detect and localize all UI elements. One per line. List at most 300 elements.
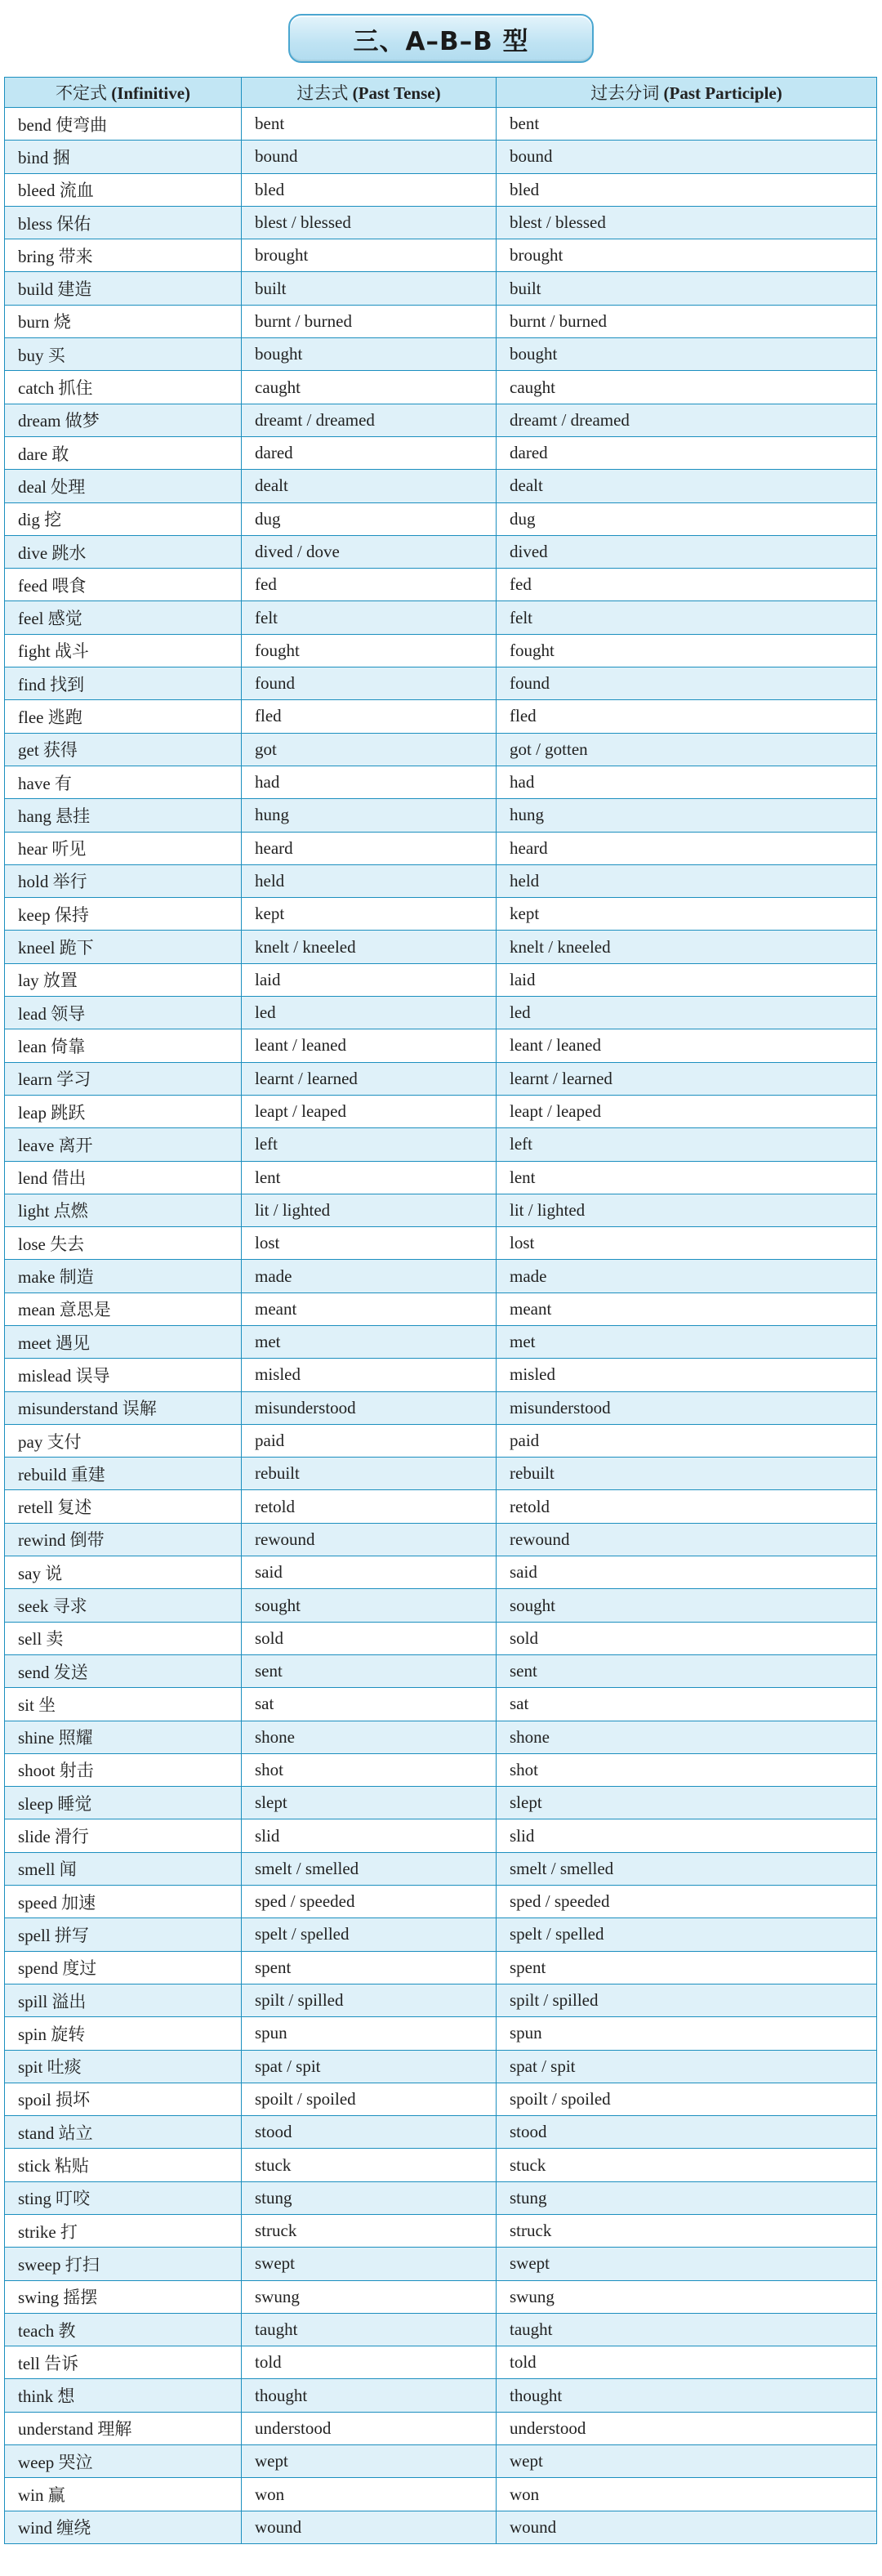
cell-past-tense: smelt / smelled [242,1852,497,1885]
table-row [5,733,877,766]
cell-infinitive: strike 打 [5,2215,242,2248]
table-row [5,700,877,733]
cell-infinitive: feel 感觉 [5,601,242,634]
cell-past-participle: spun [497,2017,877,2050]
table-row [5,1458,877,1490]
cell-past-tense: leapt / leaped [242,1095,497,1127]
cell-past-tense: shot [242,1753,497,1786]
cell-past-participle: stung [497,2181,877,2214]
cell-past-tense: brought [242,239,497,272]
cell-infinitive: make 制造 [5,1260,242,1292]
cell-infinitive: kneel 跪下 [5,931,242,963]
cell-past-participle: heard [497,832,877,864]
cell-past-tense: blest / blessed [242,206,497,239]
cell-infinitive: wind 缠绕 [5,2511,242,2543]
cell-infinitive: dig 挖 [5,502,242,535]
table-row [5,239,877,272]
table-row [5,141,877,173]
table-row [5,173,877,206]
cell-past-tense: lost [242,1227,497,1260]
cell-past-tense: dived / dove [242,535,497,568]
cell-past-participle: hung [497,799,877,832]
table-row [5,502,877,535]
cell-infinitive: dream 做梦 [5,404,242,436]
cell-past-tense: bent [242,108,497,141]
cell-past-tense: got [242,733,497,766]
cell-infinitive: sting 叮咬 [5,2181,242,2214]
cell-past-participle: wept [497,2445,877,2478]
table-row [5,1984,877,2016]
header-past-participle: 过去分词 (Past Participle) [497,78,877,108]
cell-infinitive: stand 站立 [5,2116,242,2149]
table-row [5,1886,877,1918]
cell-past-tense: stung [242,2181,497,2214]
cell-infinitive: spin 旋转 [5,2017,242,2050]
cell-past-participle: caught [497,371,877,404]
cell-infinitive: find 找到 [5,667,242,700]
cell-past-participle: brought [497,239,877,272]
cell-infinitive: dare 敢 [5,436,242,469]
cell-past-participle: dealt [497,470,877,502]
table-row [5,338,877,371]
cell-infinitive: leap 跳跃 [5,1095,242,1127]
cell-past-tense: stood [242,2116,497,2149]
cell-infinitive: misunderstand 误解 [5,1391,242,1424]
cell-past-participle: made [497,1260,877,1292]
table-row [5,634,877,667]
cell-past-tense: hung [242,799,497,832]
cell-past-participle: bought [497,338,877,371]
cell-past-tense: misunderstood [242,1391,497,1424]
cell-infinitive: smell 闻 [5,1852,242,1885]
cell-past-tense: dreamt / dreamed [242,404,497,436]
table-row [5,1260,877,1292]
table-row [5,2116,877,2149]
cell-past-participle: found [497,667,877,700]
cell-past-participle: led [497,997,877,1029]
cell-infinitive: meet 遇见 [5,1325,242,1358]
cell-past-participle: paid [497,1424,877,1457]
table-row [5,1391,877,1424]
cell-past-tense: sold [242,1622,497,1654]
cell-past-participle: stuck [497,2149,877,2181]
cell-past-tense: heard [242,832,497,864]
cell-infinitive: shine 照耀 [5,1721,242,1753]
cell-infinitive: tell 告诉 [5,2346,242,2379]
cell-infinitive: keep 保持 [5,898,242,931]
cell-past-participle: leant / leaned [497,1029,877,1062]
cell-past-tense: met [242,1325,497,1358]
cell-past-participle: sold [497,1622,877,1654]
cell-past-participle: leapt / leaped [497,1095,877,1127]
cell-infinitive: get 获得 [5,733,242,766]
cell-past-participle: rewound [497,1523,877,1556]
cell-past-tense: slid [242,1819,497,1852]
cell-past-participle: spilt / spilled [497,1984,877,2016]
cell-past-tense: had [242,766,497,798]
cell-past-tense: taught [242,2313,497,2346]
cell-past-participle: laid [497,963,877,996]
cell-past-participle: sent [497,1654,877,1687]
cell-past-tense: spun [242,2017,497,2050]
table-row [5,1721,877,1753]
cell-past-tense: slept [242,1787,497,1819]
cell-infinitive: lend 借出 [5,1161,242,1194]
cell-past-participle: felt [497,601,877,634]
cell-past-tense: made [242,1260,497,1292]
cell-infinitive: catch 抓住 [5,371,242,404]
cell-past-participle: held [497,864,877,897]
cell-infinitive: lean 倚靠 [5,1029,242,1062]
cell-infinitive: bleed 流血 [5,173,242,206]
cell-past-tense: spoilt / spoiled [242,2083,497,2115]
cell-past-participle: met [497,1325,877,1358]
cell-past-participle: told [497,2346,877,2379]
cell-past-participle: misunderstood [497,1391,877,1424]
cell-infinitive: mean 意思是 [5,1292,242,1325]
cell-past-participle: fed [497,569,877,601]
cell-past-participle: smelt / smelled [497,1852,877,1885]
cell-past-participle: lent [497,1161,877,1194]
table-row [5,1062,877,1095]
cell-past-tense: caught [242,371,497,404]
table-row [5,997,877,1029]
cell-past-tense: fed [242,569,497,601]
cell-past-tense: paid [242,1424,497,1457]
cell-past-tense: stuck [242,2149,497,2181]
header-infinitive: 不定式 (Infinitive) [5,78,242,108]
table-row [5,2280,877,2313]
cell-infinitive: bless 保佑 [5,206,242,239]
cell-past-tense: felt [242,601,497,634]
table-row [5,108,877,141]
cell-past-tense: said [242,1556,497,1589]
cell-past-tense: struck [242,2215,497,2248]
cell-past-tense: understood [242,2412,497,2444]
cell-infinitive: weep 哭泣 [5,2445,242,2478]
cell-past-participle: meant [497,1292,877,1325]
cell-past-tense: dealt [242,470,497,502]
cell-infinitive: deal 处理 [5,470,242,502]
cell-infinitive: build 建造 [5,272,242,305]
cell-past-tense: led [242,997,497,1029]
cell-past-participle: fought [497,634,877,667]
cell-infinitive: dive 跳水 [5,535,242,568]
cell-past-participle: struck [497,2215,877,2248]
table-row [5,1194,877,1226]
cell-past-participle: stood [497,2116,877,2149]
cell-past-tense: fought [242,634,497,667]
cell-infinitive: light 点燃 [5,1194,242,1226]
cell-past-tense: shone [242,1721,497,1753]
table-row [5,2379,877,2412]
cell-past-participle: dared [497,436,877,469]
cell-past-tense: meant [242,1292,497,1325]
cell-infinitive: rewind 倒带 [5,1523,242,1556]
table-row [5,2346,877,2379]
cell-past-tense: learnt / learned [242,1062,497,1095]
cell-past-participle: dived [497,535,877,568]
irregular-verb-table [4,77,877,2544]
cell-past-participle: taught [497,2313,877,2346]
cell-past-participle: won [497,2478,877,2511]
cell-past-tense: found [242,667,497,700]
cell-infinitive: swing 摇摆 [5,2280,242,2313]
table-row [5,305,877,337]
cell-past-tense: fled [242,700,497,733]
cell-infinitive: learn 学习 [5,1062,242,1095]
cell-past-participle: rebuilt [497,1458,877,1490]
table-row [5,1589,877,1622]
cell-past-participle: learnt / learned [497,1062,877,1095]
table-row [5,667,877,700]
cell-past-tense: sat [242,1688,497,1721]
table-row [5,1325,877,1358]
table-row [5,1819,877,1852]
cell-past-tense: bought [242,338,497,371]
table-row [5,1029,877,1062]
table-row [5,1095,877,1127]
cell-past-participle: said [497,1556,877,1589]
cell-past-tense: swept [242,2248,497,2280]
cell-infinitive: leave 离开 [5,1128,242,1161]
cell-past-participle: bound [497,141,877,173]
cell-past-participle: spelt / spelled [497,1918,877,1951]
cell-past-tense: retold [242,1490,497,1523]
cell-past-participle: slept [497,1787,877,1819]
cell-past-tense: sent [242,1654,497,1687]
cell-past-participle: left [497,1128,877,1161]
cell-past-tense: misled [242,1359,497,1391]
table-row [5,2083,877,2115]
cell-past-participle: slid [497,1819,877,1852]
cell-past-participle: shot [497,1753,877,1786]
cell-past-participle: lit / lighted [497,1194,877,1226]
cell-past-tense: held [242,864,497,897]
table-row [5,206,877,239]
table-row [5,1753,877,1786]
table-row [5,2511,877,2543]
table-row [5,931,877,963]
table-row [5,436,877,469]
cell-past-tense: left [242,1128,497,1161]
cell-past-tense: spilt / spilled [242,1984,497,2016]
table-row [5,2412,877,2444]
cell-past-participle: got / gotten [497,733,877,766]
cell-past-tense: kept [242,898,497,931]
cell-infinitive: sleep 睡觉 [5,1787,242,1819]
cell-infinitive: spell 拼写 [5,1918,242,1951]
cell-infinitive: seek 寻求 [5,1589,242,1622]
cell-infinitive: spit 吐痰 [5,2050,242,2083]
table-row [5,1688,877,1721]
cell-infinitive: sweep 打扫 [5,2248,242,2280]
cell-past-participle: bled [497,173,877,206]
cell-past-participle: wound [497,2511,877,2543]
cell-infinitive: spill 溢出 [5,1984,242,2016]
cell-past-tense: told [242,2346,497,2379]
cell-infinitive: bring 带来 [5,239,242,272]
cell-infinitive: hear 听见 [5,832,242,864]
cell-past-tense: wept [242,2445,497,2478]
cell-infinitive: lose 失去 [5,1227,242,1260]
cell-past-participle: misled [497,1359,877,1391]
cell-infinitive: fight 战斗 [5,634,242,667]
table-row [5,799,877,832]
table-row [5,832,877,864]
cell-infinitive: hold 举行 [5,864,242,897]
cell-infinitive: retell 复述 [5,1490,242,1523]
cell-infinitive: speed 加速 [5,1886,242,1918]
cell-past-participle: shone [497,1721,877,1753]
cell-past-tense: lit / lighted [242,1194,497,1226]
cell-past-tense: burnt / burned [242,305,497,337]
cell-past-participle: lost [497,1227,877,1260]
cell-past-tense: dug [242,502,497,535]
cell-past-tense: rebuilt [242,1458,497,1490]
cell-past-participle: sought [497,1589,877,1622]
cell-infinitive: feed 喂食 [5,569,242,601]
cell-past-tense: swung [242,2280,497,2313]
cell-past-participle: dreamt / dreamed [497,404,877,436]
cell-infinitive: bend 使弯曲 [5,108,242,141]
cell-infinitive: pay 支付 [5,1424,242,1457]
cell-past-participle: retold [497,1490,877,1523]
table-row [5,1556,877,1589]
table-row [5,1359,877,1391]
table-row [5,1622,877,1654]
cell-past-participle: knelt / kneeled [497,931,877,963]
cell-infinitive: spoil 损坏 [5,2083,242,2115]
table-row [5,1523,877,1556]
cell-past-tense: spelt / spelled [242,1918,497,1951]
cell-infinitive: teach 教 [5,2313,242,2346]
cell-infinitive: think 想 [5,2379,242,2412]
cell-past-participle: had [497,766,877,798]
table-row [5,1292,877,1325]
table-row [5,601,877,634]
table-row [5,963,877,996]
cell-infinitive: flee 逃跑 [5,700,242,733]
cell-past-participle: spat / spit [497,2050,877,2083]
table-row [5,864,877,897]
cell-past-tense: laid [242,963,497,996]
cell-past-tense: thought [242,2379,497,2412]
cell-past-participle: thought [497,2379,877,2412]
table-row [5,2248,877,2280]
cell-past-tense: dared [242,436,497,469]
section-title: 三、A–B–B 型 [288,14,594,63]
table-row [5,898,877,931]
cell-infinitive: understand 理解 [5,2412,242,2444]
cell-past-tense: spent [242,1951,497,1984]
cell-past-participle: built [497,272,877,305]
cell-past-participle: spoilt / spoiled [497,2083,877,2115]
table-row [5,2181,877,2214]
cell-past-tense: spat / spit [242,2050,497,2083]
cell-infinitive: lay 放置 [5,963,242,996]
cell-past-tense: bound [242,141,497,173]
table-row [5,1951,877,1984]
cell-infinitive: slide 滑行 [5,1819,242,1852]
title-area [0,0,882,77]
cell-past-tense: sought [242,1589,497,1622]
cell-infinitive: bind 捆 [5,141,242,173]
cell-past-tense: knelt / kneeled [242,931,497,963]
cell-infinitive: say 说 [5,1556,242,1589]
cell-past-participle: burnt / burned [497,305,877,337]
table-row [5,2017,877,2050]
cell-infinitive: rebuild 重建 [5,1458,242,1490]
cell-infinitive: hang 悬挂 [5,799,242,832]
cell-past-tense: built [242,272,497,305]
table-row [5,2445,877,2478]
table-row [5,2215,877,2248]
cell-past-tense: wound [242,2511,497,2543]
cell-infinitive: win 赢 [5,2478,242,2511]
cell-infinitive: stick 粘贴 [5,2149,242,2181]
cell-infinitive: buy 买 [5,338,242,371]
cell-infinitive: mislead 误导 [5,1359,242,1391]
table-row [5,1424,877,1457]
cell-past-participle: dug [497,502,877,535]
table-row [5,2478,877,2511]
table-row [5,766,877,798]
cell-infinitive: lead 领导 [5,997,242,1029]
table-row [5,1852,877,1885]
cell-past-participle: kept [497,898,877,931]
table-row [5,2050,877,2083]
cell-infinitive: sit 坐 [5,1688,242,1721]
cell-infinitive: spend 度过 [5,1951,242,1984]
cell-past-participle: sat [497,1688,877,1721]
table-row [5,371,877,404]
cell-infinitive: sell 卖 [5,1622,242,1654]
table-row [5,1128,877,1161]
cell-past-tense: lent [242,1161,497,1194]
cell-past-participle: bent [497,108,877,141]
cell-past-tense: sped / speeded [242,1886,497,1918]
cell-past-tense: leant / leaned [242,1029,497,1062]
table-row [5,569,877,601]
cell-past-participle: swung [497,2280,877,2313]
table-row [5,1787,877,1819]
header-past-tense: 过去式 (Past Tense) [242,78,497,108]
cell-past-participle: understood [497,2412,877,2444]
cell-past-tense: bled [242,173,497,206]
cell-past-tense: won [242,2478,497,2511]
table-row [5,1654,877,1687]
cell-infinitive: shoot 射击 [5,1753,242,1786]
table-row [5,272,877,305]
cell-past-participle: swept [497,2248,877,2280]
table-row [5,2149,877,2181]
table-row [5,470,877,502]
cell-infinitive: have 有 [5,766,242,798]
table-row [5,1918,877,1951]
cell-past-participle: blest / blessed [497,206,877,239]
table-row [5,535,877,568]
table-row [5,1227,877,1260]
cell-past-participle: sped / speeded [497,1886,877,1918]
table-header-row [5,78,877,108]
cell-infinitive: send 发送 [5,1654,242,1687]
cell-past-tense: rewound [242,1523,497,1556]
table-row [5,2313,877,2346]
table-row [5,404,877,436]
table-row [5,1161,877,1194]
cell-infinitive: burn 烧 [5,305,242,337]
